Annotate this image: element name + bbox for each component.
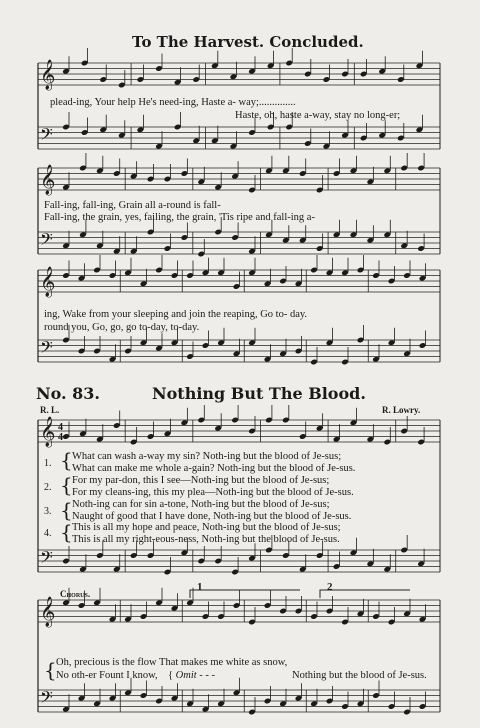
bass-clef-icon: 𝄢: [40, 124, 53, 148]
verse-brace: {: [60, 520, 73, 544]
ending-1-bracket: [190, 590, 300, 598]
treble-clef-icon: 𝄞: [40, 597, 56, 627]
bass-clef-icon: 𝄢: [40, 229, 53, 253]
verse-line: What can make me whole a-gain? Noth-ing but the blood of Je-sus.: [72, 463, 356, 474]
lyric-line: Fall-ing, the grain, yes, failing, the grain, 'Tis ripe and fall-ing a-: [44, 212, 315, 223]
chorus-brace: {: [44, 658, 57, 682]
lyric-line: Fall-ing, fall-ing, Grain all a-round is fall-: [44, 200, 221, 211]
chorus-line: Oh, precious is the flow That makes me white as snow,: [56, 657, 288, 668]
verse-line: This is all my right-eous-ness, Noth-ing but the blood of Je-sus.: [72, 534, 340, 545]
lyric-line: plead-ing, Your help He's need-ing, Haste a- way;..............: [50, 97, 296, 108]
lyric-line: ing, Wake from your sleeping and join the reaping, Go to- day.: [44, 309, 308, 320]
treble-clef-icon: 𝄞: [40, 165, 56, 195]
chorus-line: Nothing but the blood of Je-sus.: [292, 670, 427, 681]
verse-brace: {: [60, 498, 73, 522]
time-signature-top: 4: [58, 422, 63, 433]
bass-clef-icon: 𝄢: [40, 547, 53, 571]
hymn-number: No. 83.: [36, 384, 100, 403]
verse-brace: {: [60, 473, 73, 497]
words-credit: R. L.: [40, 405, 60, 415]
time-signature-bottom: 4: [58, 432, 63, 443]
ending-2-bracket: [320, 590, 410, 598]
chorus-label: Chorus.: [60, 589, 91, 599]
top-hymn-title: To The Harvest. Concluded.: [132, 33, 364, 51]
lyric-line: Haste, oh, haste a-way, stay no long-er;: [235, 110, 401, 121]
hymn-title: Nothing But The Blood.: [152, 384, 366, 403]
verse-number: 3.: [44, 506, 52, 517]
verse-brace: {: [60, 448, 73, 472]
bass-clef-icon: 𝄢: [40, 337, 53, 361]
verse-number: 4.: [44, 528, 52, 539]
treble-clef-icon: 𝄞: [40, 417, 56, 447]
verse-line: Naught of good that I have done, Noth-ing but the blood of Je-sus.: [72, 511, 352, 522]
bass-clef-icon: 𝄢: [40, 687, 53, 711]
verse-number: 1.: [44, 458, 52, 469]
chorus-omit: { Omit - - -: [168, 670, 216, 681]
verse-number: 2.: [44, 482, 52, 493]
ending-2-number: 2: [327, 581, 333, 593]
verse-line: For my cleans-ing, this my plea—Noth-ing but the blood of Je-sus.: [72, 487, 354, 498]
ending-1-number: 1: [197, 581, 203, 593]
verse-line: For my par-don, this I see—Noth-ing but the blood of Je-sus;: [72, 475, 330, 486]
treble-clef-icon: 𝄞: [40, 60, 56, 90]
music-credit: R. Lowry.: [382, 405, 421, 415]
chorus-line: No oth-er Fount I know,: [56, 670, 158, 681]
verse-line: This is all my hope and peace, Noth-ing but the blood of Je-sus;: [72, 522, 341, 533]
treble-clef-icon: 𝄞: [40, 267, 56, 297]
verse-line: Noth-ing can for sin a-tone, Noth-ing but the blood of Je-sus;: [72, 499, 330, 510]
verse-line: What can wash a-way my sin? Noth-ing but the blood of Je-sus;: [72, 451, 342, 462]
lyric-line: round you, Go, go, go to-day, to-day.: [44, 322, 200, 333]
